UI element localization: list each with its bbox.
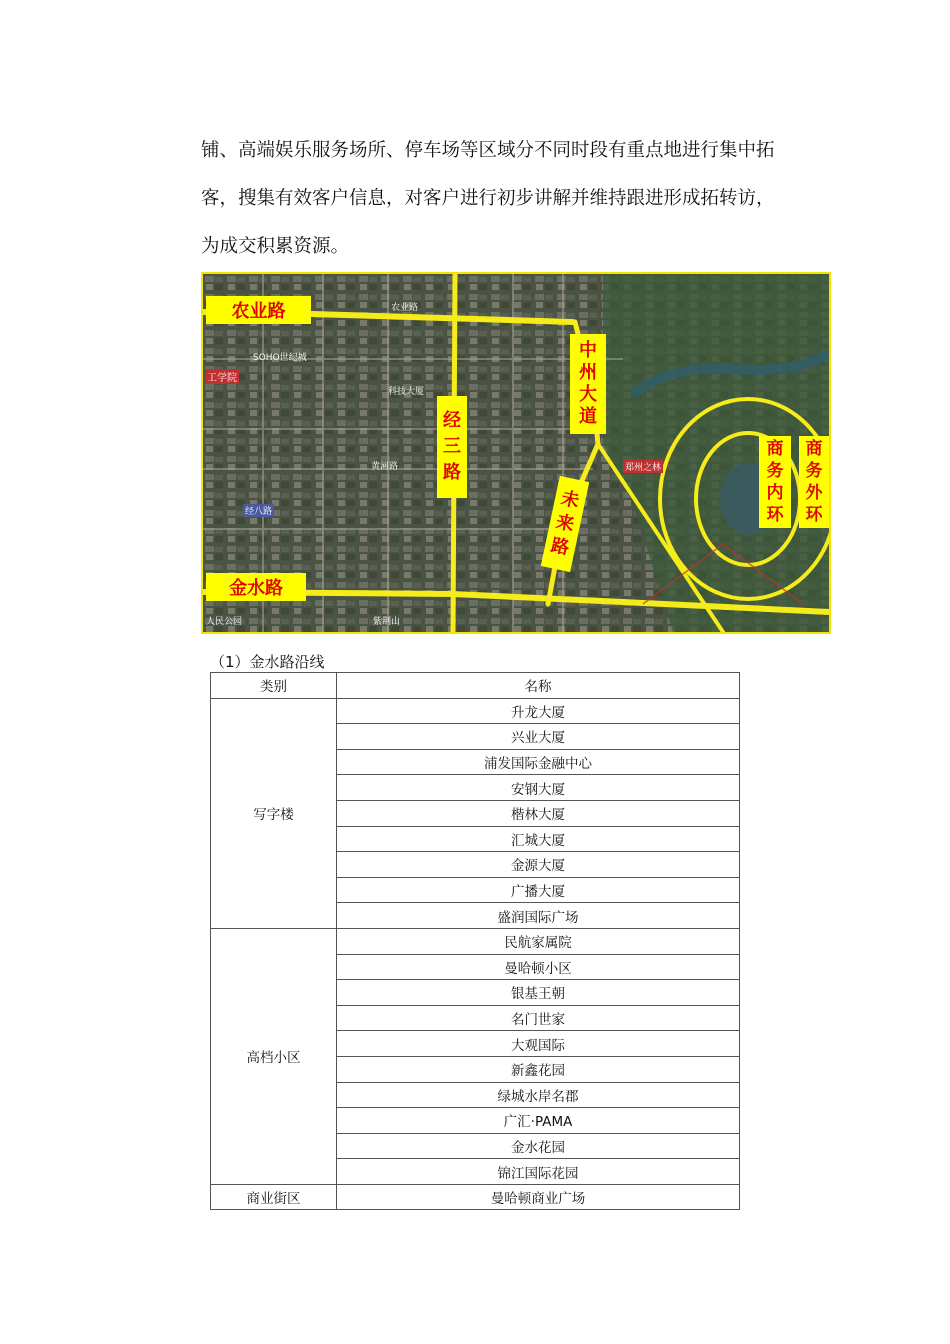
outer-ring-label — [799, 436, 829, 528]
name-cell: 楷林大厦 — [337, 800, 740, 826]
table-caption: （1）金水路沿线 — [210, 653, 325, 671]
name-cell: 银基王朝 — [337, 980, 740, 1006]
weilai-char: 路 — [549, 534, 572, 560]
name-cell: 名门世家 — [337, 1005, 740, 1031]
name-cell: 盛润国际广场 — [337, 903, 740, 929]
table-row — [211, 1184, 740, 1210]
nongye-road-label: 农业路 — [206, 296, 311, 324]
inner-ring-char: 环 — [766, 505, 784, 525]
name-cell: 锦江国际花园 — [337, 1159, 740, 1185]
map-label-zhengzhou-lin: 郑州之林 — [623, 460, 663, 473]
map-label-jingba: 经八路 — [243, 504, 274, 517]
name-cell: 兴业大厦 — [337, 724, 740, 750]
name-cell: 绿城水岸名郡 — [337, 1082, 740, 1108]
outer-ring-char: 务 — [805, 461, 823, 481]
header-name: 名称 — [337, 673, 740, 699]
name-cell: 浦发国际金融中心 — [337, 749, 740, 775]
jinshui-road-label: 金水路 — [206, 573, 306, 601]
name-cell: 民航家属院 — [337, 928, 740, 954]
table-row — [211, 928, 740, 954]
map-label-nongye-small: 农业路 — [391, 303, 419, 313]
paragraph-line-3: 为成交积累资源。 — [201, 236, 350, 257]
map-label-huanghe: 黄河路 — [371, 462, 399, 472]
name-cell: 金源大厦 — [337, 852, 740, 878]
name-cell: 广汇·PAMA — [337, 1108, 740, 1134]
category-cell: 写字楼 — [211, 698, 337, 928]
body-paragraph — [201, 127, 821, 271]
inner-ring-char: 商 — [766, 439, 784, 459]
zhongzhou-char: 中 — [579, 340, 597, 361]
name-cell: 曼哈顿商业广场 — [337, 1184, 740, 1210]
map-label-gongxueyuan: 工学院 — [205, 369, 239, 384]
jingsan-char: 路 — [443, 462, 461, 483]
weilai-char: 未 — [559, 487, 582, 513]
name-cell: 安钢大厦 — [337, 775, 740, 801]
category-cell: 高档小区 — [211, 928, 337, 1184]
table-header-row — [211, 673, 740, 699]
zhongzhou-char: 州 — [579, 362, 597, 383]
map-label-soho: SOHO世纪城 — [253, 353, 307, 363]
zhongzhou-char: 大 — [579, 384, 597, 405]
outer-ring-char: 商 — [805, 439, 823, 459]
name-cell: 金水花园 — [337, 1133, 740, 1159]
outer-ring-char: 外 — [805, 483, 823, 503]
inner-ring-char: 务 — [766, 461, 784, 481]
header-category: 类别 — [211, 673, 337, 699]
property-table — [210, 672, 740, 1210]
table-row — [211, 698, 740, 724]
weilai-char: 来 — [554, 511, 577, 536]
name-cell: 升龙大厦 — [337, 698, 740, 724]
name-cell: 新鑫花园 — [337, 1056, 740, 1082]
name-cell: 大观国际 — [337, 1031, 740, 1057]
name-cell: 广播大厦 — [337, 877, 740, 903]
name-cell: 曼哈顿小区 — [337, 954, 740, 980]
map-label-zijing: 紫荆山 — [373, 617, 401, 627]
inner-ring-char: 内 — [766, 483, 784, 503]
inner-ring-label — [759, 436, 791, 528]
jingsan-road-label — [437, 396, 467, 498]
name-cell: 汇城大厦 — [337, 826, 740, 852]
category-cell: 商业街区 — [211, 1184, 337, 1210]
map-label-keji: 科技大厦 — [388, 387, 425, 397]
satellite-map — [201, 272, 831, 634]
map-label-renmin: 人民公园 — [206, 617, 243, 627]
paragraph-line-2: 客，搜集有效客户信息，对客户进行初步讲解并维持跟进形成拓转访， — [201, 188, 775, 209]
zhongzhou-avenue-label — [570, 334, 606, 434]
jingsan-char: 三 — [443, 436, 461, 457]
jingsan-char: 经 — [443, 410, 461, 431]
zhongzhou-char: 道 — [579, 406, 597, 427]
paragraph-line-1: 铺、高端娱乐服务场所、停车场等区域分不同时段有重点地进行集中拓 — [201, 140, 775, 161]
outer-ring-char: 环 — [805, 505, 823, 525]
